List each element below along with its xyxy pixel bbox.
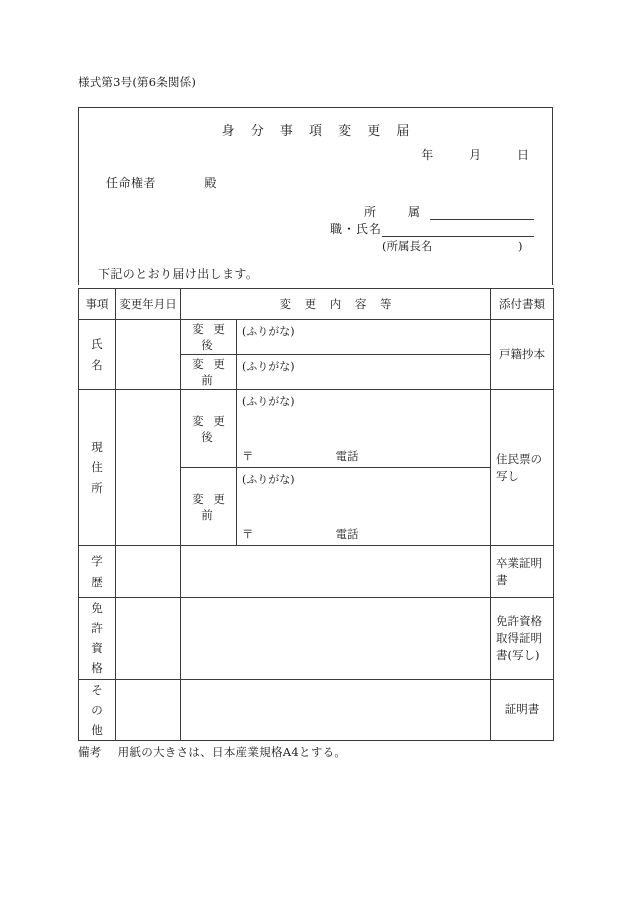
- affiliation-row: [304, 203, 534, 220]
- change-date-input-name[interactable]: [116, 320, 181, 390]
- intro-text: 下記のとおり届け出します。: [98, 267, 259, 281]
- column-header-change-content: 変 更 内 容 等: [181, 289, 491, 320]
- attachment-education-line-0: 卒業証明: [496, 555, 542, 570]
- document-title: 身 分 事 項 変 更 届: [221, 124, 416, 139]
- title-name-input[interactable]: [382, 223, 534, 237]
- postal-mark-address-after: 〒: [242, 449, 254, 463]
- row-label-other-char-2: 他: [91, 722, 103, 737]
- attachment-address-line-1: 写し: [496, 468, 519, 483]
- attachment-education: [491, 546, 554, 598]
- honorific-label: 殿: [204, 176, 217, 190]
- sub-label-address-before: 変 更 前: [181, 468, 237, 546]
- license-content-input[interactable]: [181, 598, 491, 680]
- row-label-name-char-0: 氏: [91, 337, 103, 352]
- row-label-education-char-1: 歴: [91, 574, 103, 589]
- table-row-name-after: [79, 320, 554, 355]
- sender-block: [304, 203, 534, 254]
- column-header-attachment: 添付書類: [491, 289, 554, 320]
- change-date-input-license[interactable]: [116, 598, 181, 680]
- attachment-name: [491, 320, 554, 390]
- postal-line-address-before: [242, 526, 359, 542]
- row-label-license: [79, 598, 116, 680]
- row-label-license-char-2: 資: [91, 641, 103, 656]
- row-label-name-char-1: 名: [91, 357, 103, 372]
- furigana-label-name-before: (ふりがな): [242, 360, 295, 373]
- change-date-input-education[interactable]: [116, 546, 181, 598]
- furigana-label-address-after: (ふりがな): [242, 395, 295, 408]
- telephone-label-address-after: 電話: [335, 449, 359, 463]
- attachment-address: [491, 390, 554, 546]
- table-row-address-after: [79, 390, 554, 468]
- remark-label: 備考: [78, 745, 102, 759]
- attachment-education-line-1: 書: [496, 572, 508, 587]
- row-label-address-char-1: 住: [91, 460, 103, 475]
- day-label: 日: [516, 148, 530, 162]
- sub-label-name-after: 変 更 後: [181, 320, 237, 355]
- row-label-name: [79, 320, 116, 390]
- attachment-license-line-0: 免許資格: [496, 614, 542, 629]
- addressee-line: [106, 174, 217, 191]
- title-name-row: [304, 220, 534, 237]
- row-label-education-char-0: 学: [91, 554, 103, 569]
- name-before-input[interactable]: [237, 355, 491, 390]
- table-row-other: [79, 679, 554, 740]
- change-date-input-address[interactable]: [116, 390, 181, 546]
- affiliation-label: 所 属: [363, 205, 430, 219]
- row-label-license-char-3: 格: [91, 661, 103, 676]
- row-label-license-char-1: 許: [91, 621, 103, 636]
- address-before-input[interactable]: [237, 468, 491, 546]
- postal-line-address-after: [242, 448, 359, 464]
- attachment-address-line-0: 住民票の: [496, 451, 542, 466]
- education-content-input[interactable]: [181, 546, 491, 598]
- sub-label-address-after: 変 更 後: [181, 390, 237, 468]
- form-number: 様式第3号(第6条関係): [78, 75, 197, 89]
- chief-name-note: [304, 238, 534, 254]
- row-label-education: [79, 546, 116, 598]
- title-name-label: 職・氏名: [329, 222, 382, 236]
- row-label-license-char-0: 免: [91, 601, 103, 615]
- column-header-change-date: 変更年月日: [116, 289, 181, 320]
- row-label-other-char-1: の: [91, 702, 103, 717]
- address-after-input[interactable]: [237, 390, 491, 468]
- affiliation-input[interactable]: [430, 206, 534, 220]
- attachment-other: [491, 679, 554, 740]
- sub-label-name-before: 変 更 前: [181, 355, 237, 390]
- furigana-label-name-after: (ふりがな): [242, 325, 295, 338]
- row-label-address-char-0: 現: [91, 440, 103, 455]
- remark-line: [78, 744, 346, 760]
- attachment-other-line-0: 証明書: [504, 702, 540, 717]
- year-label: 年: [421, 148, 435, 162]
- postal-mark-address-before: 〒: [242, 527, 254, 541]
- attachment-name-line-0: 戸籍抄本: [499, 347, 545, 362]
- change-date-input-other[interactable]: [116, 679, 181, 740]
- attachment-license-line-2: 書(写し): [496, 647, 540, 662]
- row-label-other-char-0: そ: [91, 682, 103, 697]
- chief-name-note-close: ): [518, 239, 523, 253]
- table-row-license: [79, 598, 554, 680]
- chief-name-note-open: (所属長名: [382, 239, 433, 253]
- form-header-box: [78, 107, 553, 285]
- remark-text: 用紙の大きさは、日本産業規格A4とする。: [117, 745, 347, 759]
- other-content-input[interactable]: [181, 679, 491, 740]
- change-notification-table: [78, 288, 554, 741]
- row-label-address: [79, 390, 116, 546]
- table-header-row: [79, 289, 554, 320]
- addressee-label: 任命権者: [106, 176, 157, 190]
- column-header-item: 事項: [79, 289, 116, 320]
- furigana-label-address-before: (ふりがな): [242, 473, 295, 486]
- row-label-address-char-2: 所: [91, 480, 103, 495]
- row-label-other: [79, 679, 116, 740]
- name-after-input[interactable]: [237, 320, 491, 355]
- attachment-license-line-1: 取得証明: [496, 630, 542, 645]
- attachment-license: [491, 598, 554, 680]
- table-row-education: [79, 546, 554, 598]
- month-label: 月: [469, 148, 483, 162]
- telephone-label-address-before: 電話: [335, 527, 359, 541]
- date-fields: [421, 146, 530, 163]
